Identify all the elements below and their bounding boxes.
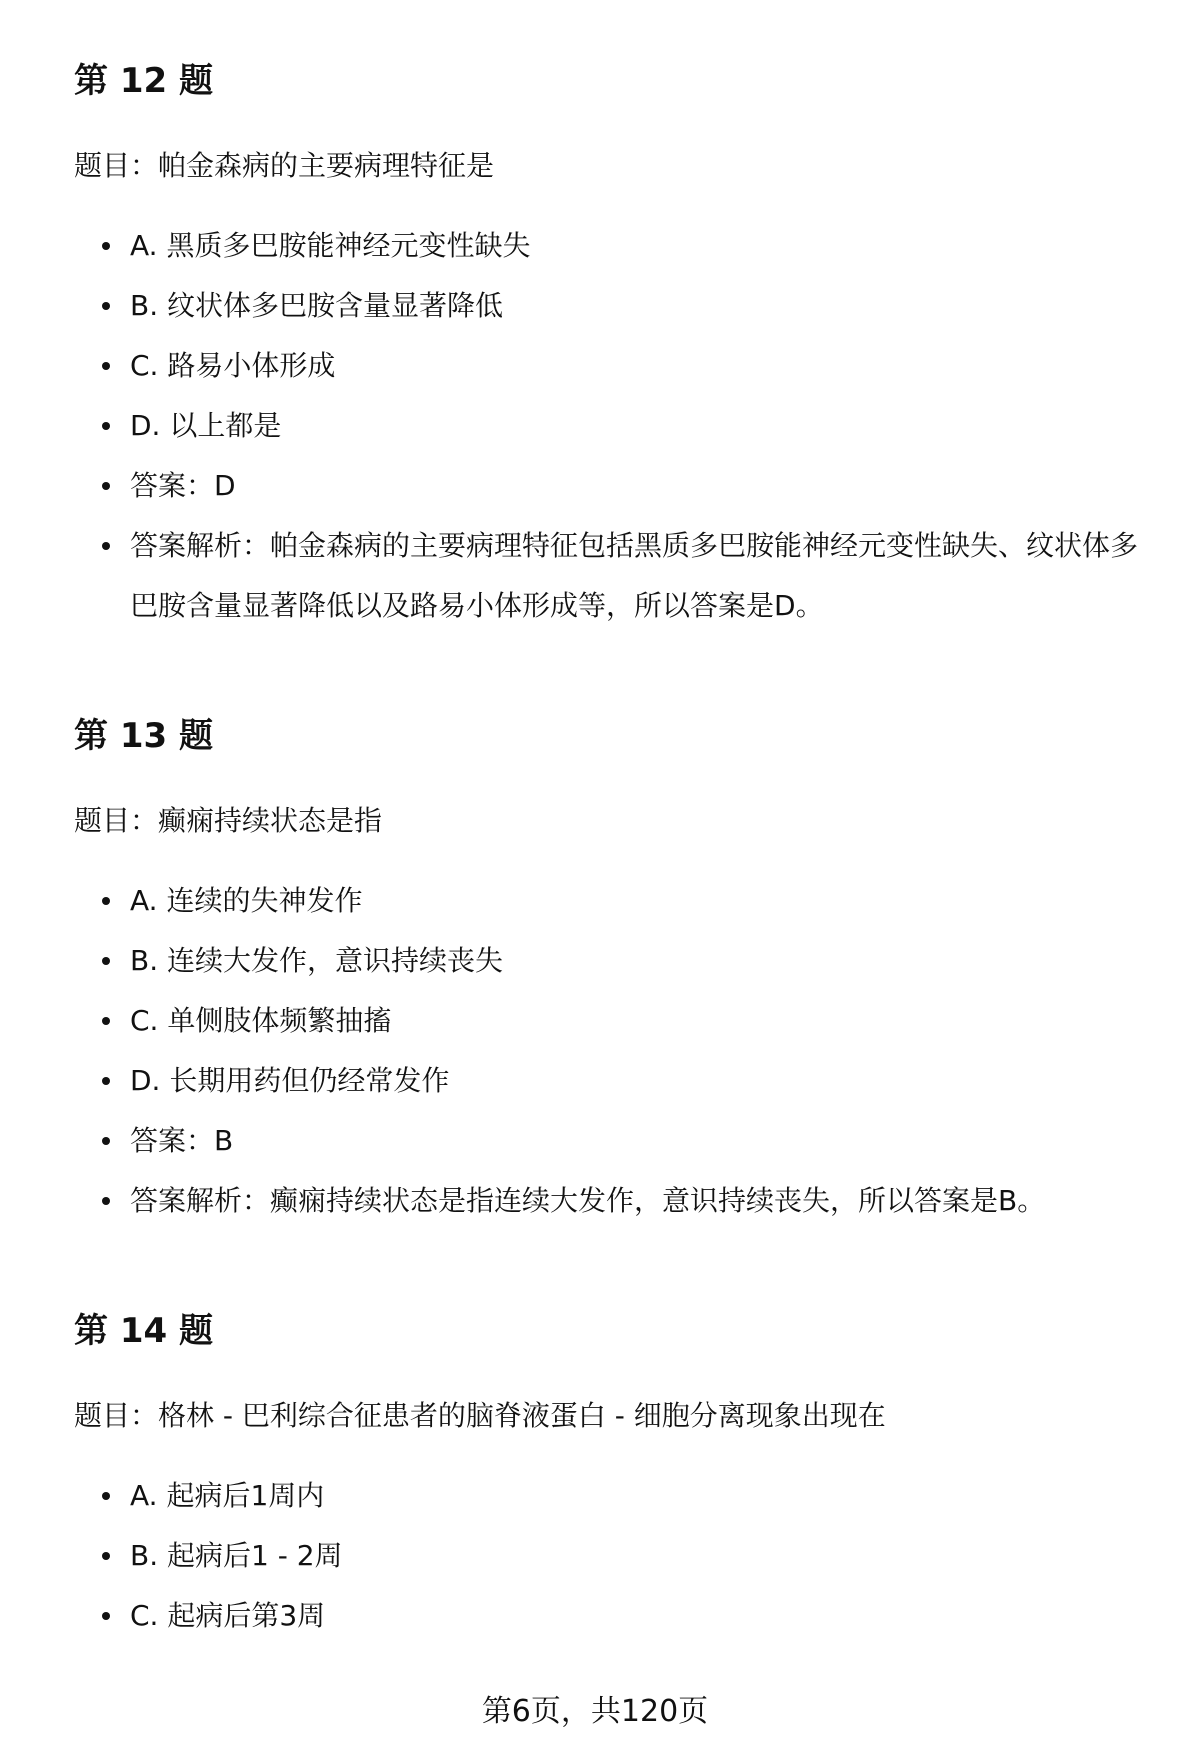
option-text: C. 路易小体形成 xyxy=(130,349,336,382)
question-stem: 题目：癫痫持续状态是指 xyxy=(74,804,383,837)
option-text: C. 起病后第3周 xyxy=(130,1599,326,1632)
analysis-text: 答案解析：癫痫持续状态是指连续大发作，意识持续丧失，所以答案是B。 xyxy=(130,1184,1046,1217)
option-b xyxy=(74,276,1164,336)
option-text: B. 起病后1 - 2周 xyxy=(130,1539,343,1572)
bullet-icon xyxy=(102,1612,110,1620)
answer-analysis xyxy=(74,1171,1164,1231)
bullet-icon xyxy=(102,1492,110,1500)
bullet-icon xyxy=(102,302,110,310)
answer xyxy=(74,456,1164,516)
question-12 xyxy=(74,50,1164,636)
answer xyxy=(74,1111,1164,1171)
option-list xyxy=(74,216,1164,636)
page-number: 第6页，共120页 xyxy=(481,1694,709,1729)
option-text: A. 黑质多巴胺能神经元变性缺失 xyxy=(130,229,531,262)
bullet-icon xyxy=(102,362,110,370)
option-b xyxy=(74,1526,1164,1586)
option-text: D. 长期用药但仍经常发作 xyxy=(130,1064,450,1097)
bullet-icon xyxy=(102,1197,110,1205)
option-text: D. 以上都是 xyxy=(130,409,282,442)
answer-analysis xyxy=(74,516,1164,636)
option-text: C. 单侧肢体频繁抽搐 xyxy=(130,1004,392,1037)
option-d xyxy=(74,1051,1164,1111)
option-a xyxy=(74,1466,1164,1526)
question-title: 第 12 题 xyxy=(74,61,213,101)
bullet-icon xyxy=(102,1077,110,1085)
question-13 xyxy=(74,705,1164,1231)
option-c xyxy=(74,1586,1164,1646)
answer-text: 答案：D xyxy=(130,469,236,502)
bullet-icon xyxy=(102,1017,110,1025)
bullet-icon xyxy=(102,1552,110,1560)
option-text: A. 起病后1周内 xyxy=(130,1479,325,1512)
question-14 xyxy=(74,1300,1164,1646)
option-a xyxy=(74,871,1164,931)
answer-text: 答案：B xyxy=(130,1124,234,1157)
question-title: 第 14 题 xyxy=(74,1311,213,1351)
option-text: B. 纹状体多巴胺含量显著降低 xyxy=(130,289,504,322)
option-b xyxy=(74,931,1164,991)
page-footer xyxy=(0,1690,1190,1734)
option-c xyxy=(74,336,1164,396)
analysis-text: 答案解析：帕金森病的主要病理特征包括黑质多巴胺能神经元变性缺失、纹状体多巴胺含量显著降低以及路易小体形成等，所以答案是D。 xyxy=(130,529,1139,622)
option-text: A. 连续的失神发作 xyxy=(130,884,363,917)
option-c xyxy=(74,991,1164,1051)
bullet-icon xyxy=(102,957,110,965)
bullet-icon xyxy=(102,1137,110,1145)
question-stem: 题目：帕金森病的主要病理特征是 xyxy=(74,149,495,182)
option-text: B. 连续大发作，意识持续丧失 xyxy=(130,944,504,977)
bullet-icon xyxy=(102,542,110,550)
option-a xyxy=(74,216,1164,276)
question-stem: 题目：格林 - 巴利综合征患者的脑脊液蛋白 - 细胞分离现象出现在 xyxy=(74,1399,886,1432)
bullet-icon xyxy=(102,482,110,490)
question-title: 第 13 题 xyxy=(74,716,213,756)
option-list xyxy=(74,1466,1164,1646)
option-list xyxy=(74,871,1164,1231)
option-d xyxy=(74,396,1164,456)
bullet-icon xyxy=(102,242,110,250)
bullet-icon xyxy=(102,897,110,905)
bullet-icon xyxy=(102,422,110,430)
